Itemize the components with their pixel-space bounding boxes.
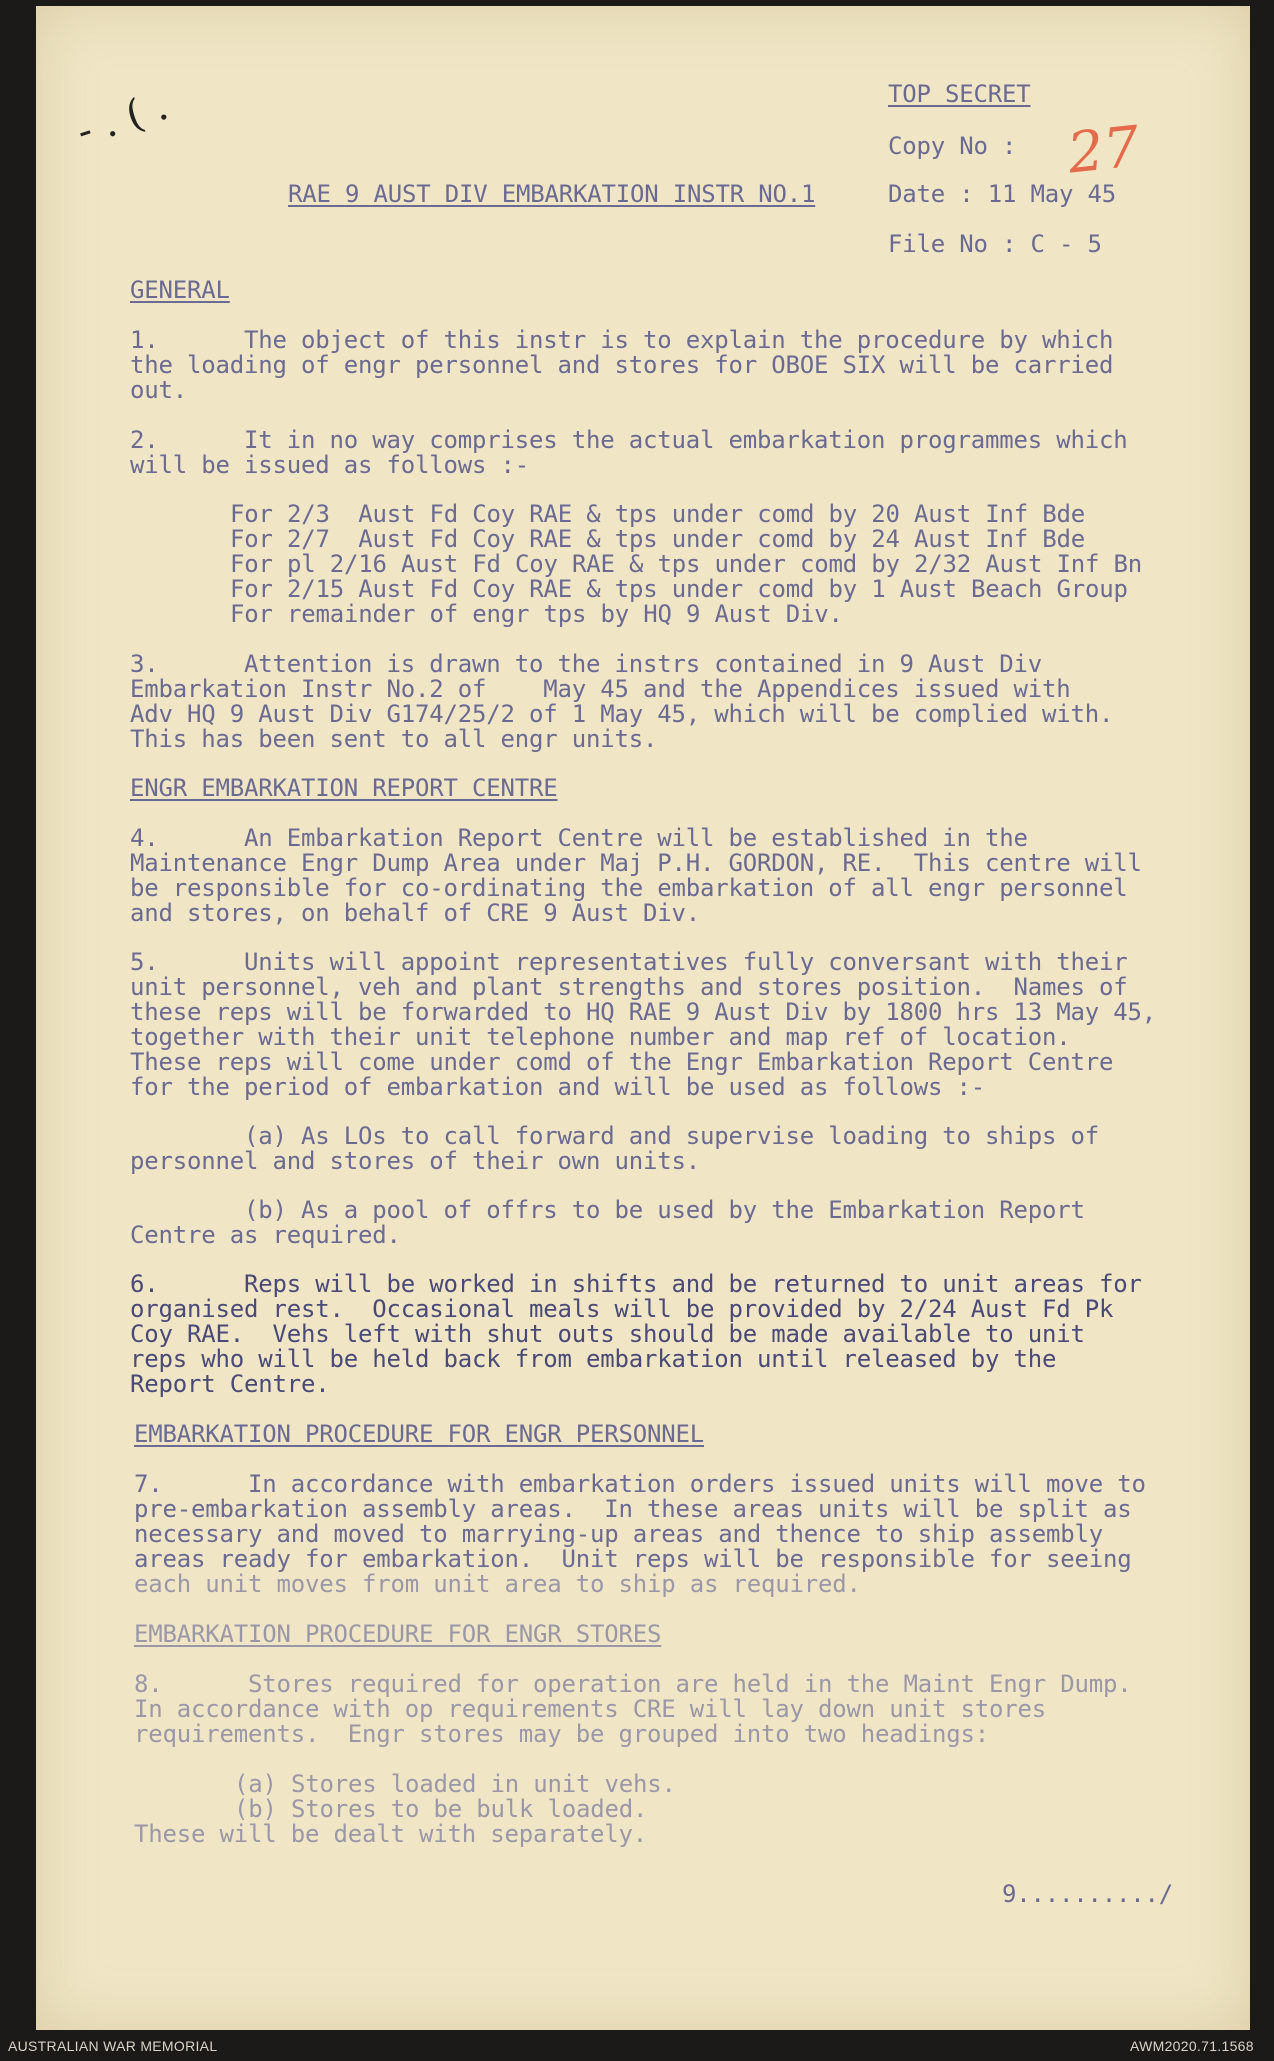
para-line: Centre as required. <box>130 1221 401 1249</box>
copy-number: 27 <box>1064 114 1143 187</box>
heading-procedure-personnel: EMBARKATION PROCEDURE FOR ENGR PERSONNEL <box>134 1420 704 1448</box>
para-line: the loading of engr personnel and stores for OBOE SIX will be carried <box>130 351 1114 379</box>
para-line: unit personnel, veh and plant strengths and stores position. Names of <box>130 973 1128 1001</box>
date: Date : 11 May 45 <box>888 180 1116 208</box>
para-line: areas ready for embarkation. Unit reps will be responsible for seeing <box>134 1545 1132 1573</box>
para-line: Coy RAE. Vehs left with shut outs should be made available to unit <box>130 1320 1085 1348</box>
para-line: organised rest. Occasional meals will be provided by 2/24 Aust Fd Pk <box>130 1295 1114 1323</box>
para-line: necessary and moved to marrying-up areas and thence to ship assembly <box>134 1520 1103 1548</box>
continuation-marker: 9........../ <box>1002 1880 1173 1908</box>
para-line: pre-embarkation assembly areas. In these areas units will be split as <box>134 1495 1132 1523</box>
para-line: requirements. Engr stores may be grouped into two headings: <box>134 1720 989 1748</box>
para-line: personnel and stores of their own units. <box>130 1147 700 1175</box>
list-item: For remainder of engr tps by HQ 9 Aust Div. <box>230 600 843 628</box>
heading-general: GENERAL <box>130 276 230 304</box>
para-line: these reps will be forwarded to HQ RAE 9 Aust Div by 1800 hrs 13 May 45, <box>130 998 1156 1026</box>
para-line: Maintenance Engr Dump Area under Maj P.H. GORDON, RE. This centre will <box>130 849 1142 877</box>
heading-report-centre: ENGR EMBARKATION REPORT CENTRE <box>130 774 558 802</box>
list-item: For 2/15 Aust Fd Coy RAE & tps under comd by 1 Aust Beach Group <box>230 575 1128 603</box>
para-line: be responsible for co-ordinating the embarkation of all engr personnel <box>130 874 1128 902</box>
heading-procedure-stores: EMBARKATION PROCEDURE FOR ENGR STORES <box>134 1620 662 1648</box>
para-line: reps who will be held back from embarkation until released by the <box>130 1345 1057 1373</box>
para-line: 6. Reps will be worked in shifts and be returned to unit areas for <box>130 1270 1142 1298</box>
file-number: File No : C - 5 <box>888 230 1102 258</box>
para-line: 3. Attention is drawn to the instrs contained in 9 Aust Div <box>130 650 1042 678</box>
para-line: (a) As LOs to call forward and supervise loading to ships of <box>130 1122 1099 1150</box>
para-line: 1. The object of this instr is to explain the procedure by which <box>130 326 1114 354</box>
para-line: each unit moves from unit area to ship as required. <box>134 1570 861 1598</box>
para-line: and stores, on behalf of CRE 9 Aust Div. <box>130 899 700 927</box>
list-item: For 2/3 Aust Fd Coy RAE & tps under comd by 20 Aust Inf Bde <box>230 500 1085 528</box>
para-line: In accordance with op requirements CRE will lay down unit stores <box>134 1695 1046 1723</box>
footer-right: AWM2020.71.1568 <box>1130 2038 1254 2054</box>
document-page <box>36 6 1250 2030</box>
list-item: (b) Stores to be bulk loaded. <box>234 1795 648 1823</box>
para-line: 4. An Embarkation Report Centre will be established in the <box>130 824 1028 852</box>
para-line: out. <box>130 376 187 404</box>
para-line: 7. In accordance with embarkation orders issued units will move to <box>134 1470 1146 1498</box>
para-line: Adv HQ 9 Aust Div G174/25/2 of 1 May 45, which will be complied with. <box>130 700 1114 728</box>
para-line: for the period of embarkation and will be used as follows :- <box>130 1073 985 1101</box>
para-line: 8. Stores required for operation are held in the Maint Engr Dump. <box>134 1670 1132 1698</box>
list-item: For pl 2/16 Aust Fd Coy RAE & tps under comd by 2/32 Aust Inf Bn <box>230 550 1142 578</box>
hand-mark: - . ( . <box>71 82 174 156</box>
document-title: RAE 9 AUST DIV EMBARKATION INSTR NO.1 <box>288 180 816 208</box>
list-item: (a) Stores loaded in unit vehs. <box>234 1770 676 1798</box>
para-line: This has been sent to all engr units. <box>130 725 658 753</box>
footer-left: AUSTRALIAN WAR MEMORIAL <box>8 2038 218 2054</box>
para-line: These will be dealt with separately. <box>134 1820 647 1848</box>
para-line: Embarkation Instr No.2 of May 45 and the Appendices issued with <box>130 675 1071 703</box>
para-line: will be issued as follows :- <box>130 451 529 479</box>
para-line: (b) As a pool of offrs to be used by the Embarkation Report <box>130 1196 1085 1224</box>
copy-label: Copy No : <box>888 132 1017 160</box>
para-line: These reps will come under comd of the Engr Embarkation Report Centre <box>130 1048 1114 1076</box>
para-line: 5. Units will appoint representatives fully conversant with their <box>130 948 1128 976</box>
classification: TOP SECRET <box>888 80 1031 108</box>
para-line: together with their unit telephone number and map ref of location. <box>130 1023 1071 1051</box>
para-line: Report Centre. <box>130 1370 330 1398</box>
para-line: 2. It in no way comprises the actual embarkation programmes which <box>130 426 1128 454</box>
list-item: For 2/7 Aust Fd Coy RAE & tps under comd by 24 Aust Inf Bde <box>230 525 1085 553</box>
